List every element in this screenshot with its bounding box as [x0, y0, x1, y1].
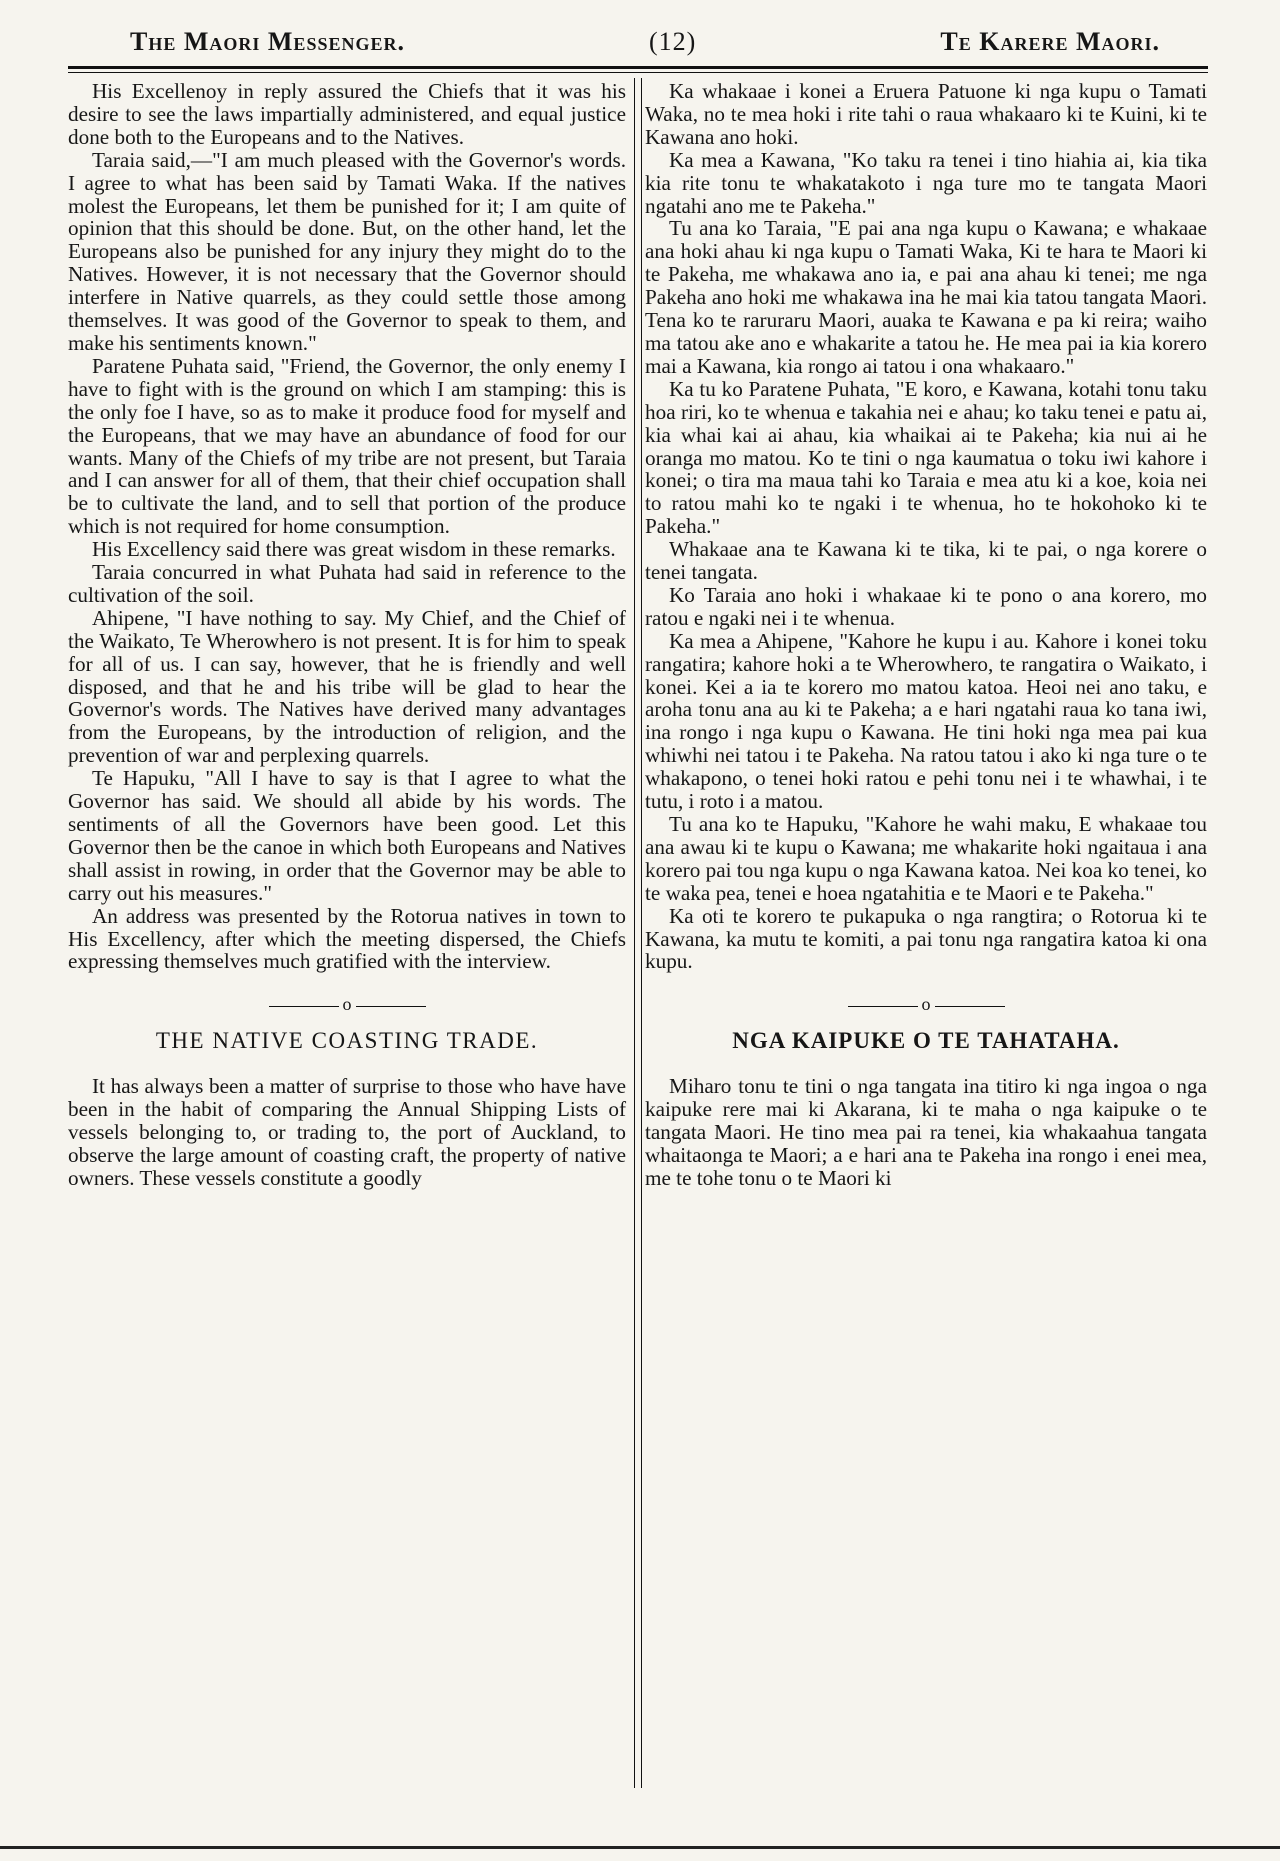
- paragraph: Ka tu ko Paratene Puhata, "E koro, e Kawana, kotahi tonu taku hoa riri, ko te whenua e takahia nei e ahau; ko taku tenei e patu ai, kia whai kai ai ahau, kia whaikai ai te Pakeha; kia nui ai he oranga mo matou. Ko te tini o nga kaumatua o toku iwi kahore i konei; o tira ma maua tahi ko Taraia e mea atu ki a koe, koia nei to ratou mahi ko te ngaki i te whenua, ho te hokohoko ki te Pakeha.": [645, 376, 1207, 539]
- header-right-title: Te Karere Maori.: [940, 27, 1160, 56]
- paragraph: Ko Taraia ano hoki i whakaae ki te pono o ana korero, mo ratou e ngaki nei i te whenua.: [645, 582, 1207, 630]
- paragraph: Taraia concurred in what Puhata had said in reference to the cultivation of the soil.: [68, 560, 626, 607]
- paragraph: Tu ana ko Taraia, "E pai ana nga kupu o Kawana; e whakaae ana hoki ahau ki nga kupu o Tamati Waka, Ki te hara te Maori ki te Pakeha, me whakawa ano ia, e pai ana ahau ki tenei; me nga Pakeha ano hoki me whakawa ina he mai kia tatou tangata Maori. Tena ko te raruraru Maori, auaka te Kawana e pa ki reira; waiho ma tatou ake ano e whakarite a tatou he. He mea pai ia kia korero mai a Kawana, kia rongo ai tatou i ona whakaaro.": [645, 216, 1207, 378]
- page-bottom-rule: [0, 1846, 1280, 1849]
- page-header: [130, 18, 1160, 66]
- paragraph: Paratene Puhata said, "Friend, the Governor, the only enemy I have to fight with is the ground on which I am stamping: this is the only foe I have, so as to make it produce food for myself and the Europeans, that we may have an abundance of food for our wants. Many of the Chiefs of my tribe are not present, but Taraia and I can answer for all of them, that their chief occupation shall be to cultivate the land, and to sell that portion of the produce which is not required for home consumption.: [68, 353, 626, 539]
- paragraph: Te Hapuku, "All I have to say is that I agree to what the Governor has said. We should all abide by his words. The sentiments of all the Governors have been good. Let this Governor then be the canoe in which both Europeans and Natives shall assist in rowing, in order that the Governor may be able to carry out his measures.": [68, 766, 626, 905]
- section-separator: o: [68, 993, 626, 1016]
- paragraph: Ka oti te korero te pukapuka o nga rangtira; o Rotorua ki te Kawana, ka mutu te komiti, a pai tonu nga rangatira katoa ki ona kupu.: [645, 903, 1207, 974]
- section-heading: NGA KAIPUKE O TE TAHATAHA.: [732, 1028, 1120, 1054]
- paragraph: Taraia said,—"I am much pleased with the Governor's words. I agree to what has been said by Tamati Waka. If the natives molest the Europeans, let them be punished for it; I am quite of opinion that this should be done. But, on the other hand, let the Europeans also be punished for any injury they might do to the Natives. However, it is not necessary that the Governor should interfere in Native quarrels, as they could settle those among themselves. It was good of the Governor to speak to them, and make his sentiments known.": [68, 147, 626, 355]
- paragraph: It has always been a matter of surprise to those who have have been in the habit of comparing the Annual Shipping Lists of vessels belonging to, or trading to, the port of Auckland, to observe the large amount of coasting craft, the property of native owners. These vessels constitute a goodly: [68, 1074, 626, 1190]
- paragraph: Ka mea a Ahipene, "Kahore he kupu i au. Kahore i konei toku rangatira; kahore hoki a te Wherowhero, te rangatira o Waikato, i konei. Kei a ia te korero mo matou katoa. Heoi nei ano taku, e aroha tonu ana au ki te Pakeha; a e hari ngatahi raua ko tana iwi, ina rongo i nga kupu o Kawana. He tini hoki nga mea pai kua whiwhi nei tatou i te Pakeha. Na ratou tatou i ako ki nga ture o te whakapono, o tenei hoki ratou e pehi tonu nei i te whawhai, i te tutu, i roto i a matou.: [645, 628, 1207, 814]
- english-column: [68, 80, 626, 1190]
- section-separator: o: [645, 993, 1207, 1016]
- column-divider: [634, 78, 642, 1788]
- paragraph: Ka whakaae i konei a Eruera Patuone ki nga kupu o Tamati Waka, no te mea hoki i rite tahi o raua whakaaro ki te Kuini, ki te Kawana ano hoki.: [645, 79, 1207, 149]
- header-rule-thick: [68, 66, 1208, 69]
- paragraph: Miharo tonu te tini o nga tangata ina titiro ki nga ingoa o nga kaipuke rere mai ki Akarana, ki te maha o nga kaipuke o te tangata Maori. He tino mea pai ra tenei, kia whakaahua tangata whaitaonga te Maori; a e hari ana te Pakeha ina rongo i enei mea, me te tohe tonu o te Maori ki: [645, 1074, 1207, 1190]
- paragraph: Tu ana ko te Hapuku, "Kahore he wahi maku, E whakaae tou ana awau ki te kupu o Kawana; me whakarite hoki ngaitaua i ana korero pai tou nga kupu o nga Kawana katoa. Nei koa ko tenei, ko te waka pea, tenei e hoea ngatahitia e te Maori e te Pakeha.": [645, 812, 1207, 905]
- page-number: (12): [649, 27, 697, 56]
- paragraph: Ka mea a Kawana, "Ko taku ra tenei i tino hiahia ai, kia tika kia rite tonu te whakatakoto i nga ture mo te tangata Maori ngatahi ano me te Pakeha.": [645, 147, 1207, 218]
- paragraph: His Excellenoy in reply assured the Chiefs that it was his desire to see the laws impartially administered, and equal justice done both to the Europeans and to the Natives.: [68, 79, 626, 149]
- section-heading: THE NATIVE COASTING TRADE.: [155, 1028, 539, 1054]
- header-rule-thin: [68, 72, 1208, 73]
- paragraph: Ahipene, "I have nothing to say. My Chief, and the Chief of the Waikato, Te Wherowhero is not present. It is for him to speak for all of us. I can say, however, that he is friendly and well disposed, and that he and his tribe will be glad to hear the Governor's words. The Natives have derived many advantages from the Europeans, by the introduction of religion, and the prevention of war and perplexing quarrels.: [68, 605, 626, 768]
- paragraph: An address was presented by the Rotorua natives in town to His Excellency, after which the meeting dispersed, the Chiefs expressing themselves much gratified with the interview.: [68, 903, 626, 974]
- maori-column: [645, 80, 1207, 1190]
- paragraph: His Excellency said there was great wisdom in these remarks.: [92, 537, 616, 562]
- header-left-title: The Maori Messenger.: [130, 27, 405, 56]
- paragraph: Whakaae ana te Kawana ki te tika, ki te pai, o nga korere o tenei tangata.: [645, 537, 1207, 585]
